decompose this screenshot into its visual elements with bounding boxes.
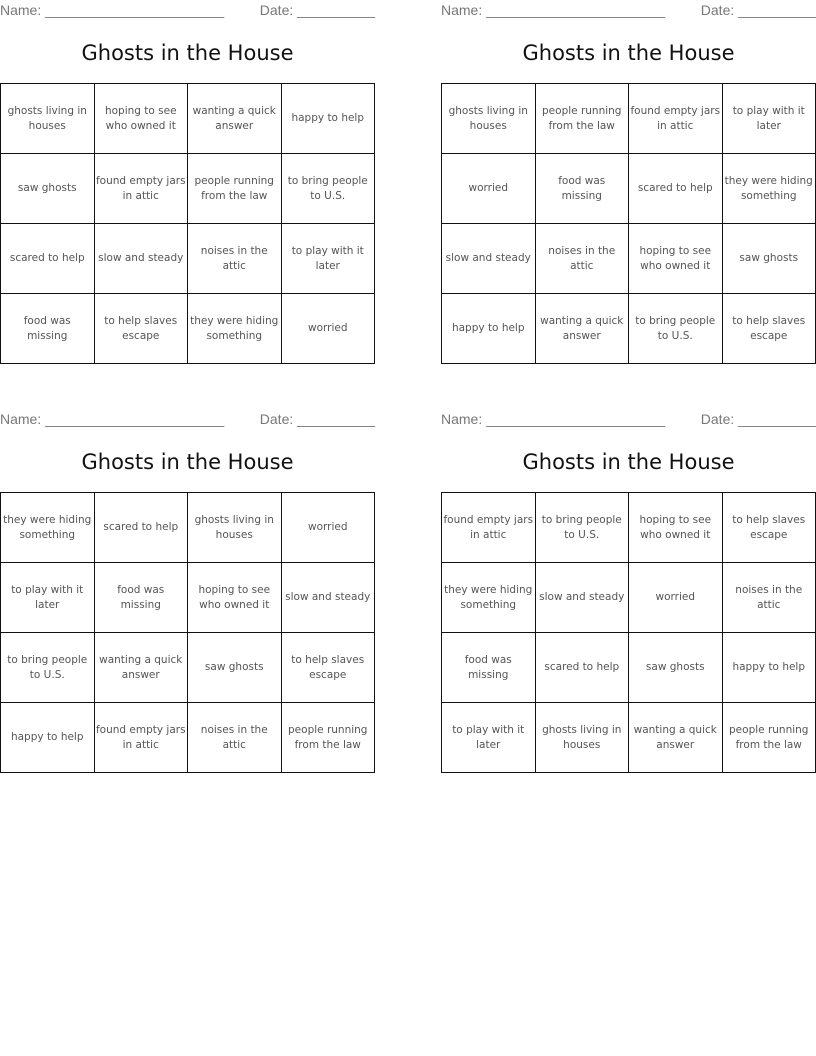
bingo-cell: people running from the law xyxy=(535,84,629,154)
bingo-cell: hoping to see who owned it xyxy=(94,84,188,154)
bingo-cell: to bring people to U.S. xyxy=(281,154,375,224)
date-field-label: Date: __________ xyxy=(700,411,816,427)
name-date-header xyxy=(441,411,816,431)
card-title: Ghosts in the House xyxy=(81,450,294,474)
bingo-cell: people running from the law xyxy=(188,154,282,224)
bingo-cell: happy to help xyxy=(442,294,536,364)
bingo-cell: worried xyxy=(281,294,375,364)
grid-row xyxy=(1,563,375,633)
bingo-card xyxy=(0,409,375,789)
bingo-cell: ghosts living in houses xyxy=(1,84,95,154)
name-field-label: Name: _______________________ xyxy=(441,2,666,18)
bingo-cell: worried xyxy=(629,563,723,633)
date-field-label: Date: __________ xyxy=(700,2,816,18)
bingo-cell: found empty jars in attic xyxy=(94,154,188,224)
bingo-cell: food was missing xyxy=(1,294,95,364)
bingo-cell: worried xyxy=(442,154,536,224)
bingo-cell: slow and steady xyxy=(535,563,629,633)
name-field-label: Name: _______________________ xyxy=(441,411,666,427)
bingo-cell: to bring people to U.S. xyxy=(535,493,629,563)
bingo-cell: found empty jars in attic xyxy=(629,84,723,154)
bingo-cell: they were hiding something xyxy=(1,493,95,563)
bingo-cell: saw ghosts xyxy=(1,154,95,224)
name-date-header xyxy=(0,2,375,22)
bingo-cell: food was missing xyxy=(442,633,536,703)
bingo-cell: to play with it later xyxy=(442,703,536,773)
name-field-label: Name: _______________________ xyxy=(0,411,225,427)
bingo-cell: wanting a quick answer xyxy=(629,703,723,773)
bingo-card xyxy=(0,0,375,380)
bingo-cell: happy to help xyxy=(722,633,816,703)
bingo-cell: hoping to see who owned it xyxy=(188,563,282,633)
bingo-cell: noises in the attic xyxy=(188,224,282,294)
bingo-grid xyxy=(0,492,375,773)
bingo-cell: to bring people to U.S. xyxy=(1,633,95,703)
bingo-cell: noises in the attic xyxy=(188,703,282,773)
bingo-card xyxy=(441,0,816,380)
bingo-cell: noises in the attic xyxy=(722,563,816,633)
bingo-cell: found empty jars in attic xyxy=(442,493,536,563)
bingo-cell: happy to help xyxy=(1,703,95,773)
bingo-cell: scared to help xyxy=(535,633,629,703)
bingo-cell: to help slaves escape xyxy=(281,633,375,703)
bingo-cell: food was missing xyxy=(535,154,629,224)
grid-row xyxy=(1,154,375,224)
bingo-cell: people running from the law xyxy=(281,703,375,773)
bingo-cell: saw ghosts xyxy=(629,633,723,703)
bingo-cell: scared to help xyxy=(94,493,188,563)
grid-row xyxy=(442,493,816,563)
bingo-cell: they were hiding something xyxy=(188,294,282,364)
bingo-cell: people running from the law xyxy=(722,703,816,773)
bingo-cell: wanting a quick answer xyxy=(535,294,629,364)
grid-row xyxy=(1,294,375,364)
grid-row xyxy=(442,154,816,224)
card-title: Ghosts in the House xyxy=(522,41,735,65)
grid-row xyxy=(1,224,375,294)
name-date-header xyxy=(0,411,375,431)
card-title: Ghosts in the House xyxy=(522,450,735,474)
bingo-cell: slow and steady xyxy=(442,224,536,294)
bingo-grid xyxy=(441,492,816,773)
bingo-cell: wanting a quick answer xyxy=(94,633,188,703)
grid-row xyxy=(442,224,816,294)
grid-row xyxy=(442,563,816,633)
card-title: Ghosts in the House xyxy=(81,41,294,65)
bingo-cell: scared to help xyxy=(1,224,95,294)
bingo-cell: ghosts living in houses xyxy=(188,493,282,563)
bingo-cell: they were hiding something xyxy=(722,154,816,224)
name-date-header xyxy=(441,2,816,22)
bingo-cell: ghosts living in houses xyxy=(442,84,536,154)
bingo-card xyxy=(441,409,816,789)
bingo-cell: food was missing xyxy=(94,563,188,633)
bingo-cell: worried xyxy=(281,493,375,563)
bingo-cell: they were hiding something xyxy=(442,563,536,633)
bingo-cell: slow and steady xyxy=(281,563,375,633)
grid-row xyxy=(442,294,816,364)
bingo-cell: ghosts living in houses xyxy=(535,703,629,773)
grid-row xyxy=(1,493,375,563)
date-field-label: Date: __________ xyxy=(259,2,375,18)
bingo-cell: to help slaves escape xyxy=(722,493,816,563)
grid-row xyxy=(1,703,375,773)
bingo-cell: slow and steady xyxy=(94,224,188,294)
bingo-cell: to play with it later xyxy=(1,563,95,633)
bingo-cell: noises in the attic xyxy=(535,224,629,294)
bingo-cell: to play with it later xyxy=(281,224,375,294)
bingo-cell: saw ghosts xyxy=(188,633,282,703)
name-field-label: Name: _______________________ xyxy=(0,2,225,18)
bingo-cell: to play with it later xyxy=(722,84,816,154)
grid-row xyxy=(1,84,375,154)
bingo-cell: wanting a quick answer xyxy=(188,84,282,154)
bingo-grid xyxy=(0,83,375,364)
bingo-cell: to help slaves escape xyxy=(722,294,816,364)
grid-row xyxy=(1,633,375,703)
bingo-cell: hoping to see who owned it xyxy=(629,493,723,563)
grid-row xyxy=(442,633,816,703)
date-field-label: Date: __________ xyxy=(259,411,375,427)
bingo-cell: saw ghosts xyxy=(722,224,816,294)
bingo-cell: hoping to see who owned it xyxy=(629,224,723,294)
bingo-cell: found empty jars in attic xyxy=(94,703,188,773)
bingo-cell: to help slaves escape xyxy=(94,294,188,364)
grid-row xyxy=(442,84,816,154)
bingo-cell: scared to help xyxy=(629,154,723,224)
bingo-grid xyxy=(441,83,816,364)
grid-row xyxy=(442,703,816,773)
bingo-cell: happy to help xyxy=(281,84,375,154)
bingo-cell: to bring people to U.S. xyxy=(629,294,723,364)
